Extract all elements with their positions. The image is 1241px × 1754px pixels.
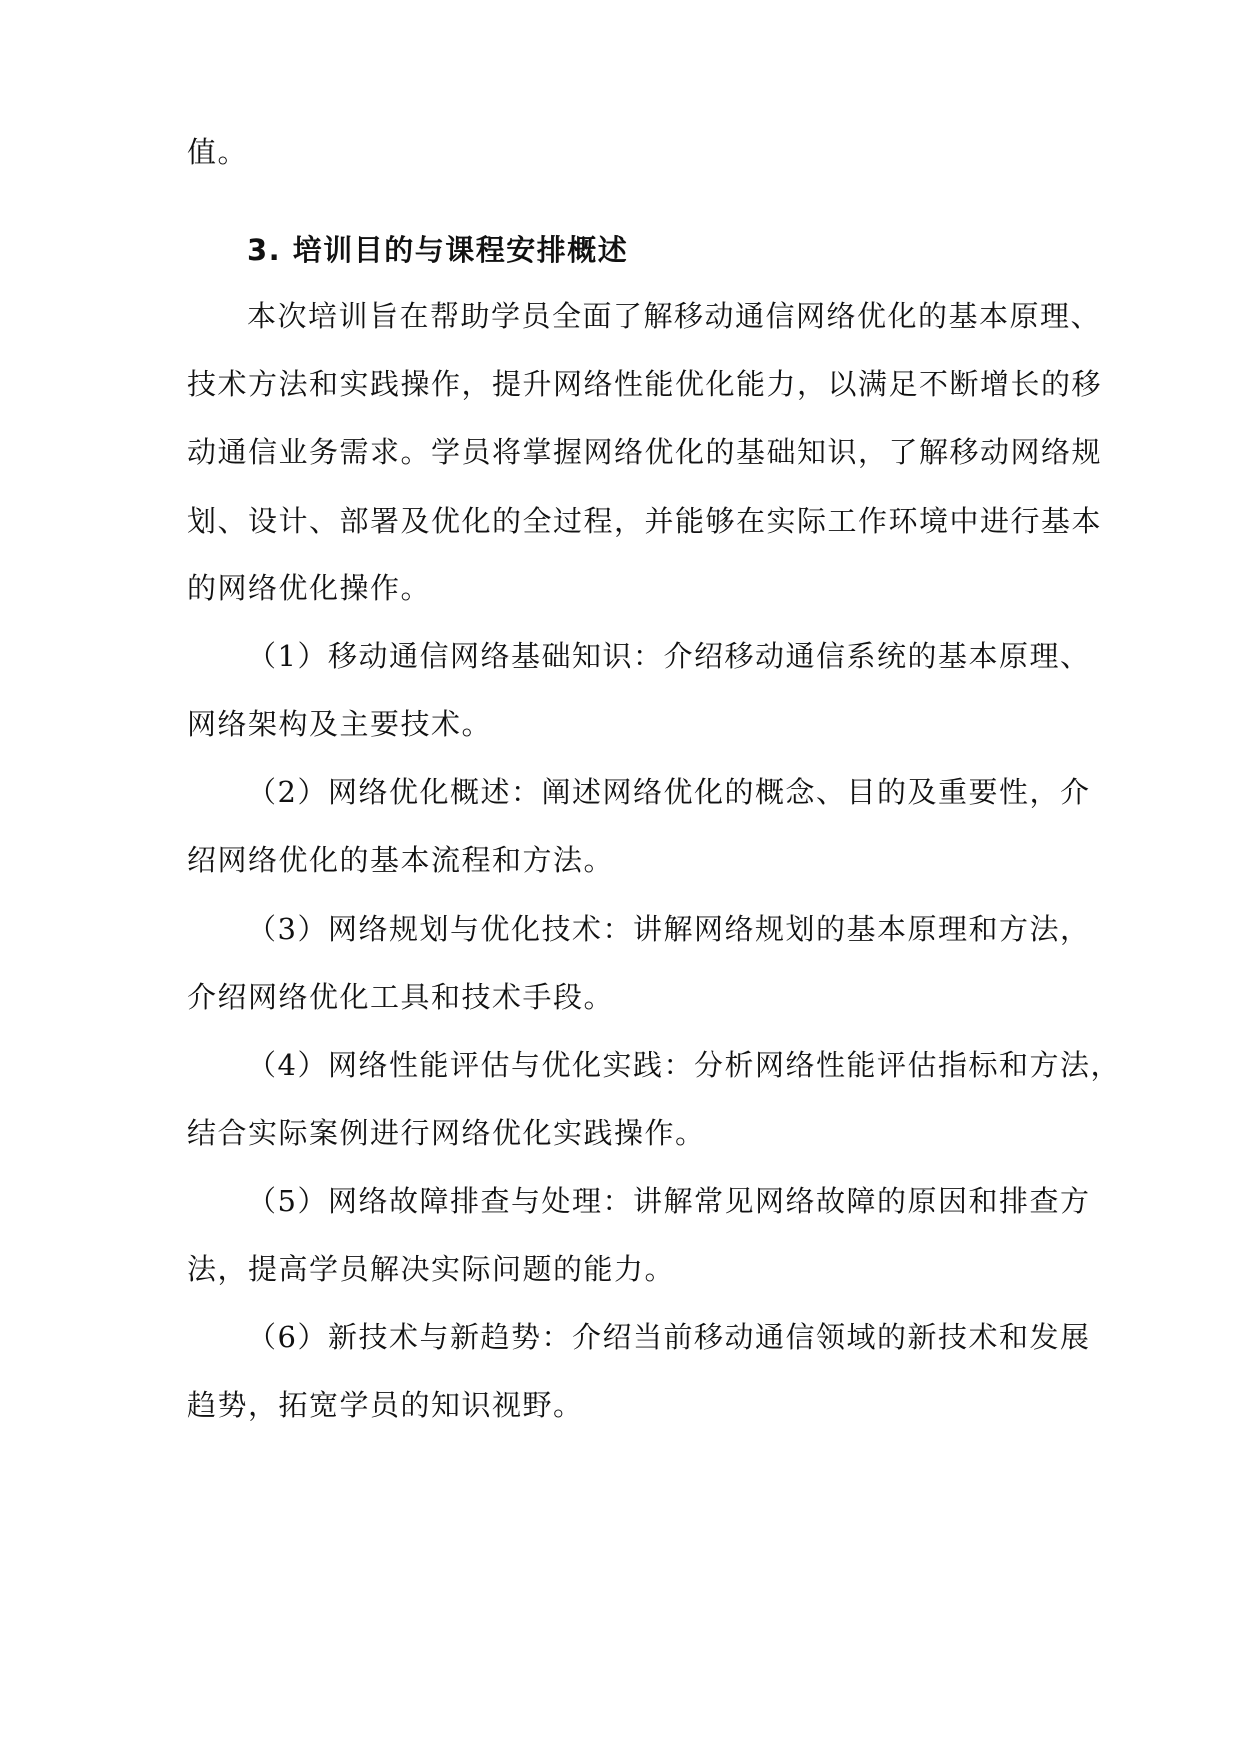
course-item-1-line-2: 网络架构及主要技术。 bbox=[187, 707, 493, 741]
course-item-3-line-1: （3）网络规划与优化技术：讲解网络规划的基本原理和方法， bbox=[247, 912, 1091, 946]
intro-paragraph-line: 本次培训旨在帮助学员全面了解移动通信网络优化的基本原理、 bbox=[247, 299, 1102, 333]
course-item-6-line-1: （6）新技术与新趋势：介绍当前移动通信领域的新技术和发展 bbox=[247, 1320, 1091, 1354]
intro-paragraph-line: 技术方法和实践操作，提升网络性能优化能力，以满足不断增长的移 bbox=[187, 367, 1103, 401]
intro-paragraph-line: 的网络优化操作。 bbox=[187, 571, 432, 605]
continuation-text: 值。 bbox=[187, 135, 249, 169]
course-item-5-line-1: （5）网络故障排查与处理：讲解常见网络故障的原因和排查方 bbox=[247, 1184, 1091, 1218]
course-item-4-line-2: 结合实际案例进行网络优化实践操作。 bbox=[187, 1116, 706, 1150]
course-item-4-line-1: （4）网络性能评估与优化实践：分析网络性能评估指标和方法， bbox=[247, 1048, 1121, 1082]
section-heading: 3. 培训目的与课程安排概述 bbox=[247, 233, 629, 267]
intro-paragraph-line: 动通信业务需求。学员将掌握网络优化的基础知识，了解移动网络规 bbox=[187, 435, 1103, 469]
course-item-3-line-2: 介绍网络优化工具和技术手段。 bbox=[187, 980, 615, 1014]
intro-paragraph-line: 划、设计、部署及优化的全过程，并能够在实际工作环境中进行基本 bbox=[187, 504, 1103, 538]
course-item-6-line-2: 趋势，拓宽学员的知识视野。 bbox=[187, 1388, 584, 1422]
course-item-2-line-1: （2）网络优化概述：阐述网络优化的概念、目的及重要性，介 bbox=[247, 775, 1091, 809]
course-item-1-line-1: （1）移动通信网络基础知识：介绍移动通信系统的基本原理、 bbox=[247, 639, 1091, 673]
course-item-5-line-2: 法，提高学员解决实际问题的能力。 bbox=[187, 1252, 676, 1286]
course-item-2-line-2: 绍网络优化的基本流程和方法。 bbox=[187, 843, 615, 877]
